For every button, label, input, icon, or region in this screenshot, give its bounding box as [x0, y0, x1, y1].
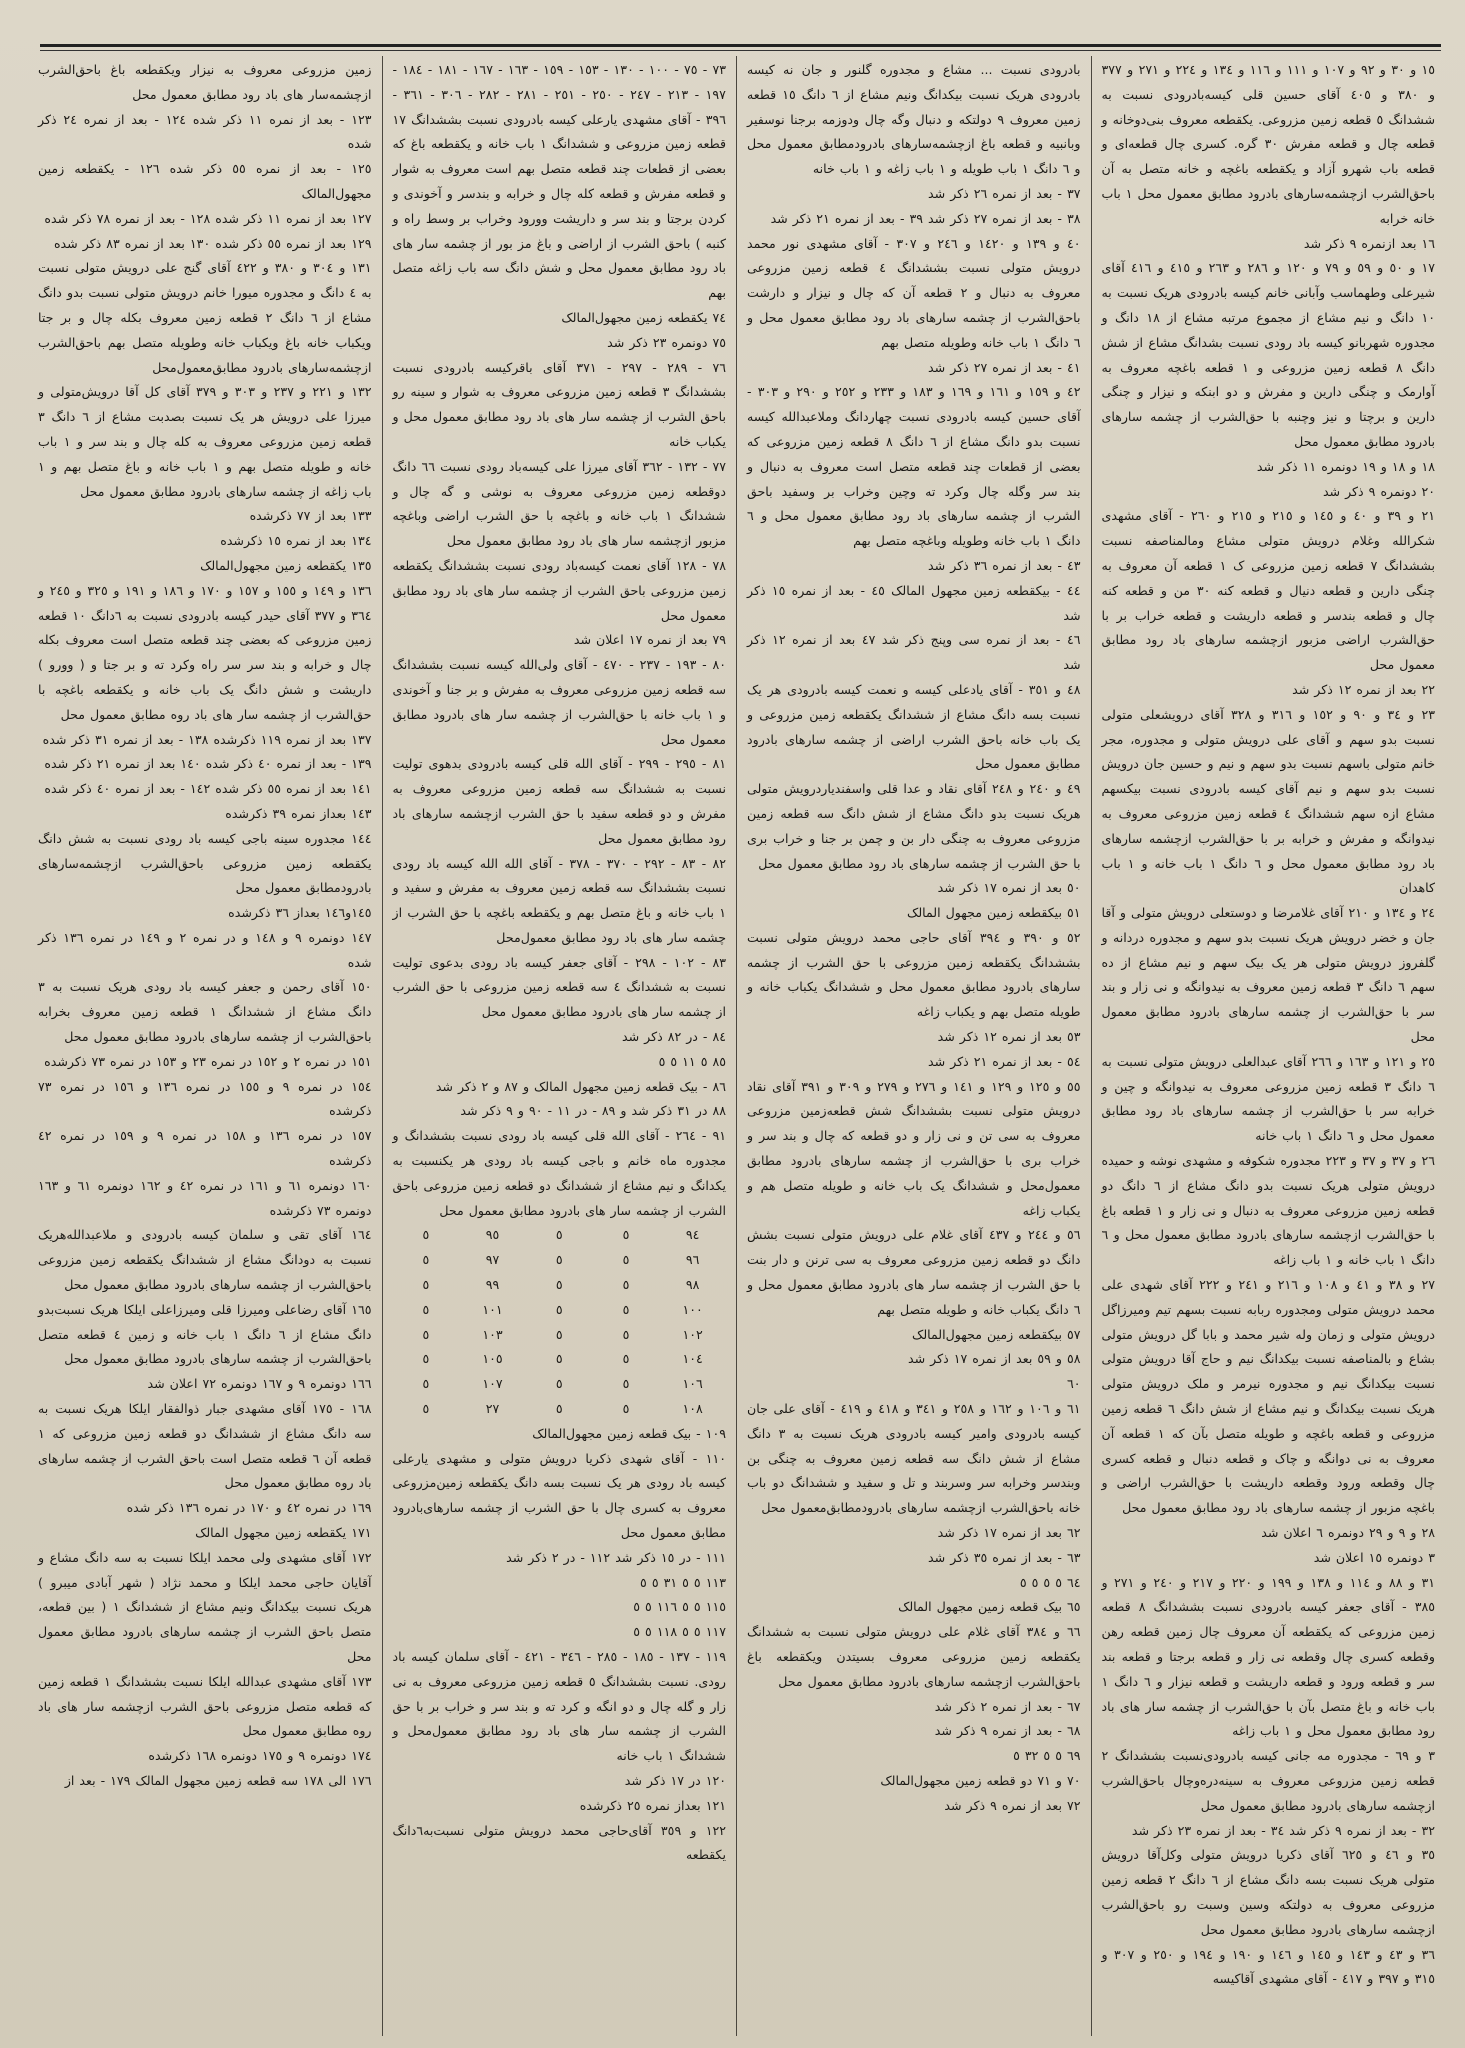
notice-entry: ١١٩ - ١٣٧ - ١٨٥ - ٢٨٥ - ٣٤٦ - ٤٢١ - آقای سلمان کیسه باد رودی. نسبت بششدانگ ٥ قطعه زمین مزروعی معروف به نی زار و گله چال و دو انگه و کرد ته و بند سر و خراب بر با حق الشرب از چشمه سار های باد رود مطابق معمول‌محل و ششدانگ ١ باب خانه	[392, 1649, 726, 1764]
table-cell: ١٠٥	[482, 1351, 503, 1367]
notice-entry: ١٥ و ٣٠ و ٩٢ و ١٠٧ و ١١١ و ١١٦ و ١٣٤ و ٢٢٤ و ٢٧١ و ٣٧٧ و ٣٨٠ و ٤٠٥ آقای حسین قلی کیسه‌بادرودی نسبت به ششدانگ ٥ قطعه زمین مزروعی. یکقطعه معروف بنی‌دوخانه و قطعه چال و قطعه مفرش ٣٠ گره. کسری چال قطعه‌ای و قطعه باب شهرو آزاد و یکقطعه باغچه و خانه متصل به آن باحق‌الشرب ازچشمه‌سارهای بادرود مطابق معمول محل ١ باب خانه خرابه	[1101, 62, 1436, 226]
table-cell: ٩٦	[685, 1252, 700, 1268]
notice-entry: ٦٦ و ٣٨٤ آقای غلام علی درویش متولی نسبت به ششدانگ یکقطعه زمین مزروعی معروف بسیتدن ویکقطعه باغ باحق‌الشرب ازچشمه سارهای بادرود مطابق معمول محل	[747, 1624, 1081, 1689]
table-cell: ٥	[555, 1351, 563, 1367]
notice-entry: ٤٨ و ٣٥١ - آقای یادعلی کیسه و نعمت کیسه بادرودی هر یک نسبت بسه دانگ مشاع از ششدانگ یکقطعه زمین مزروعی و یک باب خانه باحق الشرب اراضی از چشمه سارهای بادرود مطابق معمول محل	[747, 681, 1081, 772]
table-cell: ٥	[422, 1277, 430, 1293]
table-cell: ١٠٠	[682, 1301, 703, 1317]
table-cell: ١٠٤	[682, 1351, 703, 1367]
notice-entry: ٧٣ - ٧٥ - ١٠٠ - ١٣٠ - ١٥٣ - ١٥٩ - ١٦٣ - ١٦٧ - ١٨١ - ١٨٤ - ١٩٧ - ٢١٣ - ٢٤٧ - ٢٥٠ - ٢٥١ - ٢٨١ - ٢٨٢ - ٣٠٦ - ٣٦١ - ٣٩٦ - آقای مشهدی یارعلی کیسه بادرودی نسبت بششدانگ ١٧ قطعه زمین مزروعی و ششدانگ ١ باب خانه و یکقطعه باغ که بعضی از قطعات چند قطعه متصل بهم است معروف به شوار و قطعه مفرش و قطعه کله چال و خرابه و بندسر و آخوندی و کردن برجتا و بند سر و داریشت وورود وخراب بر وسط راه و کنبه ) باحق الشرب از اراضی و باغ مز بور از چشمه سار های باد رود مطابق معمول محل و شش دانگ سه باب زاغه متصل بهم	[392, 62, 726, 301]
table-cell: ٥	[422, 1401, 430, 1417]
column-3	[382, 56, 737, 2036]
table-cell: ٩٤	[685, 1227, 700, 1243]
table-cell: ١٠٦	[682, 1376, 703, 1392]
notice-entry: ٦١ و ١٠٦ و ١٦٢ و ٢٥٨ و ٣٤١ و ٤١٨ و ٤١٩ - آقای علی جان کیسه بادرودی وامیر کیسه بادرودی هریک نسبت به ٣ دانگ مشاع از شش دانگ سه قطعه زمین معروف به چنگی بن وبندسر وخرابه سر وسربند و تل و سفید و ششدانگ دو باب خانه باحق‌الشرب ازچشمه سارهای بادرودمطابق‌معمول محل	[747, 1401, 1081, 1516]
notice-entry: ١٢٧ بعد از نمره ١١ ذکر شده ١٢٨ - بعد از نمره ٧٨ ذکر شده	[44, 210, 372, 226]
notice-entry: ١٢٥ - بعد از نمره ٥٥ ذکر شده ١٢٦ - یکقطعه زمین مجهول‌المالک	[38, 161, 372, 201]
notice-entry: ٦٩ ٥ ٥ ٣٢ ٥	[1013, 1748, 1081, 1764]
table-cell: ٩٧	[485, 1252, 500, 1268]
notice-entry: ٩١ - ٢٦٤ - آقای الله قلی کیسه باد رودی نسبت بششدانگ و مجدوره ماه خانم و باجی کیسه باد رودی هر یکنسبت به یکدانگ و نیم مشاع از ششدانگ دو قطعه زمین مزروعی باحق الشرب از چشمه سار های بادرود مطابق معمول محل	[392, 1128, 726, 1218]
notice-entry: ٣ و ٦٩ - مجدوره مه جانی کیسه بادرودی‌نسبت بششدانگ ٢ قطعه زمین مزروعی معروف به سینه‌دره‌وچال باحق‌الشرب ازچشمه سارهای بادرود مطابق معمول محل	[1101, 1748, 1435, 1813]
notice-entry: ٥٠ بعد از نمره ١٧ ذکر شد	[937, 880, 1081, 896]
notice-entry: ١٦٥ آقای رضاعلی ومیرزا قلی ومیرزاعلی ایلکا هریک نسبت‌بدو دانگ مشاع از ٦ دانگ ١ باب خانه و زمین ٤ قطعه متصل باحق‌الشرب از چشمه سارهای بادرود مطابق معمول محل	[38, 1301, 372, 1367]
notice-entry: ١١٧ ٥ ٥ ١١٨ ٥ ٥	[633, 1624, 726, 1640]
notice-entry: ١٦٩ در نمره ٤٢ و ١٧٠ در نمره ١٣٦ ذکر شده	[126, 1500, 372, 1516]
notice-entry: ١٦٨ - ١٧٥ آقای مشهدی جبار ذوالفقار ایلکا هریک نسبت به سه دانگ مشاع از ششدانگ دو قطعه زمین مزروعی که ١ قطعه آن ٦ قطعه متصل است باحق الشرب از چشمه سارهای باد روه مطابق معمول محل	[38, 1401, 372, 1491]
notice-entry: ١١٠ - آقای شهدی ذکریا درویش متولی و مشهدی یارعلی کیسه باد رودی هر یک نسبت بسه دانگ یکقطعه زمین‌مزروعی معروف به کسری چال با حق الشرب از چشمه سارهای‌بادرود مطابق معمول محل	[392, 1450, 726, 1541]
notice-entry: ٤٣ - بعد از نمره ٣٦ ذکر شد	[928, 557, 1081, 573]
notice-entry: ٦٧ - بعد از نمره ٢ ذکر شد	[934, 1698, 1081, 1714]
notice-entry: ١٢١ بعداز نمره ٢٥ ذکرشده	[579, 1797, 726, 1813]
notice-entry: ٧٢ بعد از نمره ٩ ذکر شد	[944, 1797, 1081, 1813]
table-cell: ٥	[422, 1227, 430, 1243]
table-cell: ٥	[555, 1252, 563, 1268]
notice-entry: ١٦ بعد ازنمره ٩ ذکر شد	[1303, 235, 1435, 251]
notice-entry: بادرودی نسبت ... مشاع و مجدوره گلنور و جان نه کیسه بادرودی هریک نسبت بیکدانگ ونیم مشاع از ٦ دانگ ١٥ قطعه زمین معروف ٩ دولتکه و دنبال وگه چال ودوزمه برجنا نوسفیر وبانبیه و قطعه باغ ازچشمه‌سارهای بادرودمطابق معمول محل و ٦ دانگ ١ باب طویله و ١ باب زاغه و ١ باب خانه	[747, 62, 1081, 177]
notice-entry: ٦٤ ٥ ٥ ٥ ٥	[1019, 1574, 1081, 1590]
table-cell: ٥	[622, 1376, 630, 1392]
notice-entry: ١٢٣ - بعد از نمره ١١ ذکر شده ١٢٤ - بعد از نمره ٢٤ ذکر شده	[38, 111, 372, 152]
notice-entry: ١٢٩ بعد از نمره ٥٥ ذکر شده ١٣٠ بعد از نمره ٨٣ ذکر شده	[53, 235, 372, 251]
table-cell: ٥	[555, 1326, 563, 1342]
notice-entry: ١٥٧ در نمره ١٣٦ و ١٥٨ در نمره ٩ و ١٥٩ در نمره ٤٢ ذکرشده	[38, 1128, 372, 1169]
table-cell: ٥	[555, 1401, 563, 1417]
notice-entry: ١١٣ ٥ ٥ ٣١ ٥ ٥	[640, 1574, 726, 1590]
table-cell: ٥	[622, 1326, 630, 1342]
notice-entry: ١٦٦ دونمره ٩ و ١٦٧ دونمره ٧٢ اعلان شد	[147, 1376, 372, 1392]
table-cell: ٩٥	[485, 1227, 500, 1243]
column-4	[28, 56, 382, 2036]
notice-entry: ٧٧ - ١٣٢ - ٣٦٢ آقای میرزا علی کیسه‌باد رودی نسبت ٦٦ دانگ دوقطعه زمین مزروعی معروف به نوشی و گه چال و ششدانگ ١ باب خانه و باغچه با حق الشرب اراضی وباغچه مزبور ازچشمه سار های باد رود مطابق معمول محل	[392, 458, 726, 549]
notice-entry: ١٤٤ مجدوره سینه باجی کیسه باد رودی نسبت به شش دانگ یکقطعه زمین مزروعی باحق‌الشرب ازچشمه‌سارهای بادرودمطابق معمول محل	[38, 830, 372, 896]
table-cell: ١٠٢	[682, 1326, 703, 1342]
notice-entry: ١٨ و ١٨ و ١٩ دونمره ١١ ذکر شد	[1256, 458, 1435, 474]
notice-entry: ٢٤ و ١٣٤ و ٢١٠ آقای غلامرضا و دوستعلی درویش متولی و آقا جان و خضر درویش هریک نسبت بدو سهم و مجدوره دردانه و گلفروز درویش متولی هر یک بیک سهم و نیم مشاع از ده سهم ٦ دانگ ٣ قطعه زمین معروف به نیدوانگه و نی زار و بند سر با حق‌الشرب از چشمه سارهای بادرود مطابق معمول محل	[1101, 905, 1435, 1045]
notice-entry: زمین مزروعی معروف به نیزار ویکقطعه باغ باحق‌الشرب ازچشمه‌سار های باد رود مطابق معمول محل	[38, 62, 372, 102]
notice-entry: ١٣٧ بعد از نمره ١١٩ ذکرشده ١٣٨ - بعد از نمره ٣١ ذکر شده	[42, 731, 372, 747]
notice-entry: ٣٢ - بعد از نمره ٩ ذکر شد ٣٤ - بعد از نمره ٢٣ ذکر شد	[1131, 1822, 1435, 1838]
top-rule	[40, 44, 1441, 47]
notice-entry: ٨٦ - بیک قطعه زمین مجهول المالک و ٨٧ و ٢ ذکر شد	[435, 1078, 726, 1094]
table-cell: ٥	[622, 1252, 630, 1268]
table-cell: ٥	[622, 1401, 630, 1417]
notice-entry: ١٧ و ٥٠ و ٥٩ و ٧٩ و ١٢٠ و ٢٨٦ و ٢٦٣ و ٤١٥ و ٤١٦ آقای شیرعلی وطهماسب وآبانی خانم کیسه بادرودی هریک نسبت به ١٠ دانگ و نیم مشاع از مجموع مرتبه مشاع از ١٨ دانگ و مجدوره شهربانو کیسه باد رودی نسبت بشدانگ مشاع از شش دانگ ٨ قطعه زمین مزروعی و ١ قطعه باغچه معروف به آوارمک و چنگی دارین و مفرش و دو ابنکه و نیزار و چنگی دارین و برچتا و نیز وچنبه با حق‌الشرب از چشمه سارهای بادرود مطابق معمول محل	[1101, 260, 1436, 449]
notice-entry: ٧٠ و ٧١ دو قطعه زمین مجهول‌المالک	[880, 1772, 1081, 1788]
table-cell: ١٠٧	[482, 1376, 503, 1392]
notice-entry: ١٧١ یکقطعه زمین مجهول المالک	[195, 1525, 372, 1541]
notice-entry: ٨٨ در ٣١ ذکر شد و ٨٩ - در ١١ - ٩٠ و ٩ ذکر شد	[460, 1103, 726, 1119]
notice-entry: ٤٩ و ٢٤٠ و ٢٤٨ آقای نقاد و عدا قلی واسفندیاردرویش متولی هریک نسبت بدو دانگ مشاع از شش دانگ سه قطعه زمین مزروعی معروف به چنگی دار بن و چمن بر جنا و خراب بری با حق الشرب از چشمه سارهای باد رود مطابق معمول محل	[747, 781, 1081, 871]
notice-entry: ٢٨ و ٩ و ٢٩ دونمره ٦ اعلان شد	[1261, 1525, 1435, 1541]
table-cell: ٥	[422, 1351, 430, 1367]
notice-entry: ٦٨ - بعد از نمره ٩ ذکر شد	[934, 1723, 1081, 1739]
notice-entry: ٤٦ - بعد از نمره سی وپنج ذکر شد ٤٧ بعد از نمره ١٢ ذکر شد	[747, 632, 1081, 673]
table-cell: ٥	[555, 1376, 563, 1392]
notice-entry: ٥٣ بعد از نمره ١٢ ذکر شد	[937, 1029, 1081, 1045]
notice-entry: ٥٥ و ١٢٥ و ١٢٩ و ١٤١ و ٢٧٦ و ٢٧٩ و ٣٠٩ و ٣٩١ آقای نقاد درویش متولی نسبت بششدانگ شش قطعه‌زمین مزروعی معروف به سی تن و نی زار و دو قطعه که چال و بند سر و خراب بری با حق‌الشرب از چشمه سارهای بادرود مطابق معمول‌محل و ششدانگ یک باب خانه و طویله متصل هم و یکباب زاغه	[747, 1078, 1081, 1218]
notice-entry: ٢٧ و ٣٨ و ٤١ و ١٠٨ و ٢١٦ و ٢٤١ و ٢٢٢ آقای شهدی علی محمد درویش متولی ومجدوره ربابه نسبت بسهم تیم ومیرزاگل درویش متولی و زمان وله شیر محمد و بابا گل درویش متولی بشاع و بالمناصفه نسبت بیکدانگ نیم و حاج آقا درویش متولی نسبت بیکدانگ نیم و مجدوره نیرمر و ملک درویش متولی هریک نسبت بیکدانگ و نیم مشاع از شش دانگ ٦ قطعه زمین مزروعی و قطعه باغچه و طویله متصل بآن که ١ قطعه آن معروف به نی دوانگه و چاک و قطعه دنبال و قطعه کسری چال وقطعه ورود وقطعه داریشت با حق‌الشرب اراضی و باغچه مزبور از چشمه سارهای باد رود مطابق معمول محل	[1101, 1277, 1435, 1516]
notice-entry: ٨٢ - ٨٣ - ٢٩٢ - ٣٧٠ - ٣٧٨ - آقای الله الله کیسه باد رودی نسبت بششدانگ سه قطعه زمین معروف به مفرش و سفید و ١ باب خانه و باغ متصل بهم و یکقطعه باغچه با حق الشرب از چشمه سار های باد رود مطابق معمول‌محل	[392, 855, 726, 945]
notice-entry: ٢٥ و ١٢١ و ١٦٣ و ٢٦٦ آقای عبدالعلی درویش متولی نسبت به ٦ دانگ ٣ قطعه زمین مزروعی معروف به نیدوانگه و چین و خرابه سر با حق‌الشرب از چشمه سارهای باد رود مطابق معمول محل و ٦ دانگ ١ باب خانه	[1101, 1053, 1436, 1144]
column-1	[1091, 56, 1446, 2036]
notice-entry: ١٠٩ - بیک قطعه زمین مجهول‌المالک	[532, 1425, 726, 1441]
notice-entry: ٣٥ و ٤٦ و ٦٢٥ آقای ذکریا درویش متولی وکل‌آقا درویش متولی هریک نسبت بسه دانگ مشاع از ٦ دانگ ٢ قطعه زمین مزروعی معروف به دولتکه وسین وسبت رو باحق‌الشرب ازچشمه سارهای بادرود مطابق معمول محل	[1101, 1847, 1436, 1937]
table-cell: ٩٨	[685, 1277, 700, 1293]
notice-entry: ٣٧ - بعد از نمره ٢٦ ذکر شد	[928, 185, 1081, 201]
notice-entry: ١٧٤ دونمره ٩ و ١٧٥ دونمره ١٦٨ ذکرشده	[148, 1748, 372, 1764]
notice-entry: ٢٦ و ٣٧ و ٣٧ و ٢٢٣ مجدوره شکوفه و مشهدی نوشه و حمیده درویش متولی هریک نسبت بدو دانگ مشاع از ٦ دانگ دو قطعه زمین مزروعی معروف به دنبال و نی زار و ١ قطعه باغ با حق‌الشرب ازچشمه سارهای بادرود مطابق معمول محل و ٦ دانگ ١ باب خانه و ١ باب زاغه	[1101, 1153, 1436, 1268]
notice-entry: ٥٤ - بعد از نمره ٢١ ذکر شد	[928, 1053, 1081, 1069]
notice-entry: ٢٣ و ٣٤ و ٩٠ و ١٥٢ و ٣١٦ و ٣٢٨ آقای درویشعلی متولی نسبت بدو سهم و آقای علی درویش متولی و مجدوره، مجر خانم متولی باسهم نسبت بدو سهم و نیم و حسین جان درویش نسبت بدو سهم و نیم آقای کیسه بادرودی نسبت بیکسهم مشاع ازه سهم ششدانگ ٤ قطعه زمین مزروعی معروف به نیدوانگه و مفرش و خرابه بر با حق‌الشرب ازچشمه سارهای باد رود مطابق معمول محل و ٦ دانگ ١ باب خانه و ١ باب کاهدان	[1101, 706, 1436, 896]
notice-entry: ١٣٢ و ٢٢١ و ٢٣٧ و ٣٠٣ و ٣٧٩ آقای کل آقا درویش‌متولی و میرزا علی درویش هر یک نسبت بصدبت مشاع از ٦ دانگ ٣ قطعه زمین مزروعی معروف به کله چال و بند سر و ١ باب خانه و طویله متصل بهم و ١ باب خانه و باغ متصل بهم و ١ باب زاغه از چشمه سارهای بادرود مطابق معمول محل	[38, 384, 372, 499]
top-rule-thin	[40, 50, 1441, 51]
notice-entry: ٥١ بیکقطعه زمین مجهول المالک	[907, 905, 1081, 921]
table-cell: ٥	[622, 1277, 630, 1293]
notice-entry: ٦٣ - بعد از نمره ٣٥ ذکر شد	[928, 1549, 1081, 1565]
notice-entry: ٦٥ بیک قطعه زمین مجهول المالک	[898, 1599, 1081, 1615]
notice-entry: ١٣٦ و ١٤٩ و ١٥٥ و ١٥٧ و ١٧٠ و ١٨٦ و ١٩١ و ٣٢٥ و ٢٤٥ و ٣٦٤ و ٣٧٧ آقای حیدر کیسه بادرودی نسبت به ٦دانگ ١٠ قطعه زمین مزروعی که بعضی چند قطعه متصل است معروف بکله چال و خرابه و بند سر سر راه وکرد ته و بر جتا و ( وورو ) داریشت و شش دانگ یک باب خانه و یکقطعه باغچه با حق‌الشرب از چشمه سار های باد روه مطابق معمول محل	[38, 582, 372, 722]
table-cell: ٥	[422, 1376, 430, 1392]
notice-entry: ٧٨ - ١٢٨ آقای نعمت کیسه‌باد رودی نسبت بششدانگ یکقطعه زمین مزروعی باحق الشرب از چشمه سار های باد رود مطابق معمول محل	[392, 557, 726, 623]
notice-entry: ١٣٣ بعد از ٧٧ ذکرشده	[249, 508, 372, 524]
notice-entry: ١٦٠ دونمره ٦١ و ١٦١ در نمره ٤٢ و ١٦٢ دونمره ٦١ و ١٦٣ دونمره ٧٣ ذکرشده	[38, 1177, 372, 1218]
notice-entry: ٤٠ و ١٣٩ و ١٤٢٠ و ٢٤٦ و ٣٠٧ - آقای مشهدی نور محمد درویش متولی نسبت بششدانگ ٤ قطعه زمین مزروعی معروف به دنبال و ٢ قطعه آن که چال و نیزار و دارشت باحق‌الشرب از چشمه سارهای باد رود مطابق معمول محل و ٦ دانگ ١ باب خانه وطویله متصل بهم	[747, 235, 1081, 350]
notice-entry: ٢٠ دونمره ٩ ذکر شد	[1322, 483, 1435, 499]
notice-entry: ٨٥ ٥ ١١ ٥ ٥	[658, 1053, 726, 1069]
notice-entry: ٧٩ بعد از نمره ١٧ اعلان شد	[573, 632, 726, 648]
table-cell: ١٠٨	[682, 1401, 703, 1417]
notice-entry: ١٣٩ - بعد از نمره ٤٠ ذکر شده ١٤٠ بعد از نمره ٢١ ذکر شده	[44, 756, 372, 772]
notice-entry: ٥٦ و ٢٤٤ و ٤٣٧ آقای غلام علی درویش متولی نسبت بشش دانگ دو قطعه زمین مزروعی معروف به سی ترنن و دار بنت با حق الشرب از چشمه سار های بادرود مطابق معمول محل و ٦ دانگ یکباب خانه و طویله متصل بهم	[747, 1227, 1081, 1317]
table-cell: ٥	[422, 1326, 430, 1342]
table-cell: ٥	[622, 1301, 630, 1317]
column-2	[736, 56, 1091, 2036]
table-cell: ٥	[422, 1301, 430, 1317]
notice-entry: ١٧٦ الی ١٧٨ سه قطعه زمین مجهول المالک ١٧٩ - بعد از	[64, 1772, 372, 1788]
notice-entry: ٤٤ - بیکقطعه زمین مجهول المالک ٤٥ - بعد از نمره ١٥ ذکر شد	[747, 582, 1081, 623]
notice-entry: ٣١ و ٨٨ و ١١٤ و ١٣٨ و ١٩٩ و ٢٢٠ و ٢١٧ و ٢٤٠ و ٢٧١ و ٣٨٥ - آقای جعفر کیسه بادرودی نسبت بششدانگ ٨ قطعه زمین مزروعی که یکقطعه آن معروف چال زمین قطعه رهن وقطعه کسری چال وقطعه نی زار و قطعه برجتا و قطعه بند سر و قطعه ورود و قطعه داریشت و قطعه نیزار و ٦ دانگ ١ باب خانه و باغ متصل بآن با حق‌الشرب از چشمه سار های باد رود مطابق معمول محل و ١ باب زاغه	[1101, 1574, 1436, 1739]
notice-entry: ١٣٤ بعد از نمره ١٥ ذکرشده	[220, 533, 372, 549]
notice-entry: ١١٥ ٥ ٥ ١١٦ ٥ ٥	[633, 1599, 726, 1615]
notice-entry: ١٣١ و ٣٠٤ و ٣٨٠ و ٤٢٢ آقای گنج علی درویش متولی نسبت به ٤ دانگ و مجدوره میورا خانم درویش متولی نسبت بدو دانگ مشاع از ٦ دانگ ٢ قطعه زمین معروف بکله چال و بر جتا ویکباب خانه باغ ویکباب خانه وطویله متصل بهم باحق‌الشرب ازچشمه‌سارهای بادرود مطابق‌معمول‌محل	[38, 260, 372, 375]
notice-entry: ٧٦ - ٢٨٩ - ٢٩٧ - ٣٧١ آقای باقرکیسه بادرودی نسبت بششدانگ ٣ قطعه زمین مزروعی معروف به شوار و سینه رو باحق الشرب از چشمه سار های باد رود مطابق معمول محل و یکباب خانه	[392, 359, 726, 449]
notice-entry: ١٢٢ و ٣٥٩ آقای‌حاجی محمد درویش متولی نسبت‌به٦دانگ یکقطعه	[392, 1822, 726, 1863]
notice-entry: ٢٢ بعد از نمره ١٢ ذکر شد	[1292, 681, 1435, 697]
notice-entry: ١٥٠ آقای رحمن و جعفر کیسه باد رودی هریک نسبت به ٣ دانگ مشاع از ششدانگ ١ قطعه زمین معروف بخرابه باحق‌الشرب از چشمه سارهای بادرود مطابق معمول محل	[38, 979, 372, 1045]
notice-entry: ٣٦ و ٤٣ و ١٤٣ و ١٤٥ و ١٤٦ و ١٩٠ و ١٩٤ و ٢٥٠ و ٣٠٧ و ٣١٥ و ٣٩٧ و ٤١٧ - آقای مشهدی آقاکیسه	[1101, 1946, 1436, 1987]
notice-entry: ٥٨ و ٥٩ بعد از نمره ١٧ ذکر شد	[907, 1351, 1081, 1367]
cross-reference-table	[393, 1223, 727, 1421]
notice-entry: ١٤٣ بعداز نمره ٣٩ ذکرشده	[225, 805, 372, 821]
notice-entry: ٦٠	[1066, 1376, 1081, 1392]
notice-entry: ٨٠ - ١٩٣ - ٢٣٧ - ٤٧٠ - آقای ولی‌الله کیسه نسبت بششدانگ سه قطعه زمین مزروعی معروف به مفرش و بر جنا و آخوندی و ١ باب خانه با حق‌الشرب از چشمه سار های بادرود مطابق معمول محل	[392, 657, 726, 747]
notice-entry: ٤٢ و ١٥٩ و ١٦١ و ١٦٩ و ١٨٣ و ٢٣٣ و ٢٥٢ و ٢٩٠ و ٣٠٣ - آقای حسین کیسه بادرودی نسبت چهاردانگ وملاعبدالله کیسه نسبت بدو دانگ مشاع از ٦ دانگ ٨ قطعه زمین مزروعی که بعضی از قطعات چند قطعه متصل است معروف به دنبال و بند سر وگله چال وکرد ته وچین وخراب بر وسفید باحق الشرب از چشمه سارهای باد رود مطابق معمول محل و ٦ دانگ ١ باب خانه وطویله وباغچه متصل بهم	[747, 384, 1081, 549]
notice-entry: ١٤٥و١٤٦ بعداز ٣٦ ذکرشده	[228, 905, 372, 921]
notice-entry: ١٧٣ آقای مشهدی عبدالله ایلکا نسبت بششدانگ ١ قطعه زمین که قطعه متصل مزروعی باحق الشرب ازچشمه سار های باد روه مطابق معمول محل	[38, 1673, 372, 1739]
notice-entry: ٢١ و ٣٩ و ٤٠ و ١٤٥ و ٢١٥ و ٢١٥ و ٢٦٠ - آقای مشهدی شکرالله وغلام درویش متولی مشاع ومالمناصفه نسبت بششدانگ ٧ قطعه زمین مزروعی ک ١ قطعه آن معروف به چنگی دارین و قطعه دنیال و قطعه کنه ٣٠ من و قطعه کنه چال و قطعه بندسر و قطعه داریشت و قطعه خراب بر با حق‌الشرب اراضی مزبور ازچشمه سارهای باد رود مطابق معمول محل	[1101, 508, 1436, 673]
notice-entry: ٦٢ بعد از نمره ١٧ ذکر شد	[937, 1525, 1081, 1541]
notice-entry: ٣٨ - بعد از نمره ٢٧ ذکر شد ٣٩ - بعد از نمره ٢١ ذکر شد	[770, 210, 1081, 226]
notice-entry: ٥٧ بیکقطعه زمین مجهول‌المالک	[912, 1326, 1081, 1342]
notice-entry: ٤١ - بعد از نمره ٢٧ ذکر شد	[928, 359, 1081, 375]
table-cell: ١٠١	[482, 1301, 503, 1317]
notice-entry: ٣ دونمره ١٥ اعلان شد	[1313, 1549, 1435, 1565]
table-cell: ٩٩	[485, 1277, 500, 1293]
notice-entry: ١٧٢ آقای مشهدی ولی محمد ایلکا نسبت به سه دانگ مشاع و آقایان حاجی محمد ایلکا و محمد نژاد ( شهر آبادی میبرو ) هریک نسبت بیکدانگ ونیم مشاع از ششدانگ ١ ( بین قطعه، متصل باحق الشرب از چشمه سارهای بادرود مطابق معمول محل	[38, 1549, 372, 1664]
notice-entry: ١٦٤ آقای تقی و سلمان کیسه بادرودی و ملاعبدالله‌هریک نسبت به دودانگ مشاع از ششدانگ یکقطعه زمین مزروعی باحق‌الشرب از چشمه سارهای بادرود مطابق معمول محل	[38, 1227, 372, 1293]
table-cell: ٥	[555, 1277, 563, 1293]
notice-entry: ١٥١ در نمره ٢ و ١٥٢ در نمره ٢٣ و ١٥٣ در نمره ٧٣ ذکرشده	[44, 1053, 372, 1069]
table-cell: ١٠٣	[482, 1326, 503, 1342]
notice-entry: ١٤١ بعد از نمره ٥٥ ذکر شده ١٤٢ - بعد از نمره ٤٠ ذکر شده	[44, 781, 372, 797]
columns-container	[28, 56, 1445, 2036]
notice-entry: ٨١ - ٢٩٥ - ٢٩٩ - آقای الله قلی کیسه بادرودی بدهوی تولیت نسبت به ششدانگ سه قطعه زمین مزروعی معروف به مفرش و دو قطعه سفید با حق الشرب ازچشمه سارهای باد رود مطابق معمول محل	[392, 756, 726, 846]
notice-entry: ١٣٥ یکقطعه زمین مجهول‌المالک	[200, 557, 372, 573]
notice-entry: ٨٣ - ١٠٢ - ٢٩٨ - آقای جعفر کیسه باد رودی بدعوی تولیت نسبت به ششدانگ ٤ سه قطعه زمین مزروعی با حق الشرب از چشمه سار های بادرود مطابق معمول محل	[392, 954, 726, 1020]
table-cell: ٥	[422, 1252, 430, 1268]
notice-entry: ١٥٤ در نمره ٩ و ١٥٥ در نمره ١٣٦ و ١٥٦ در نمره ٧٣ ذکرشده	[38, 1078, 372, 1119]
table-cell: ٥	[622, 1227, 630, 1243]
notice-entry: ٨٤ - در ٨٢ ذکر شد	[621, 1029, 726, 1045]
notice-entry: ٥٢ و ٣٩٠ و ٣٩٤ آقای حاجی محمد درویش متولی نسبت بششدانگ یکقطعه زمین مزروعی با حق الشرب از چشمه سارهای بادرود مطابق معمول محل و ششدانگ یکباب خانه و طویله متصل بهم و یکباب زاغه	[747, 929, 1081, 1020]
table-cell: ٢٧	[485, 1401, 500, 1417]
notice-entry: ١١١ - در ١٥ ذکر شد ١١٢ - در ٢ ذکر شد	[506, 1549, 726, 1565]
notice-entry: ٧٥ دونمره ٢٣ ذکر شد	[607, 334, 726, 350]
table-cell: ٥	[622, 1351, 630, 1367]
notice-entry: ٧٤ یکقطعه زمین مجهول‌المالک	[561, 309, 726, 325]
notice-entry: ١٤٧ دونمره ٩ و ١٤٨ و در نمره ٢ و ١٤٩ در نمره ١٣٦ ذکر شده	[38, 929, 372, 970]
table-cell: ٥	[555, 1301, 563, 1317]
notice-entry: ١٢٠ در ١٧ ذکر شد	[624, 1772, 726, 1788]
table-cell: ٥	[555, 1227, 563, 1243]
